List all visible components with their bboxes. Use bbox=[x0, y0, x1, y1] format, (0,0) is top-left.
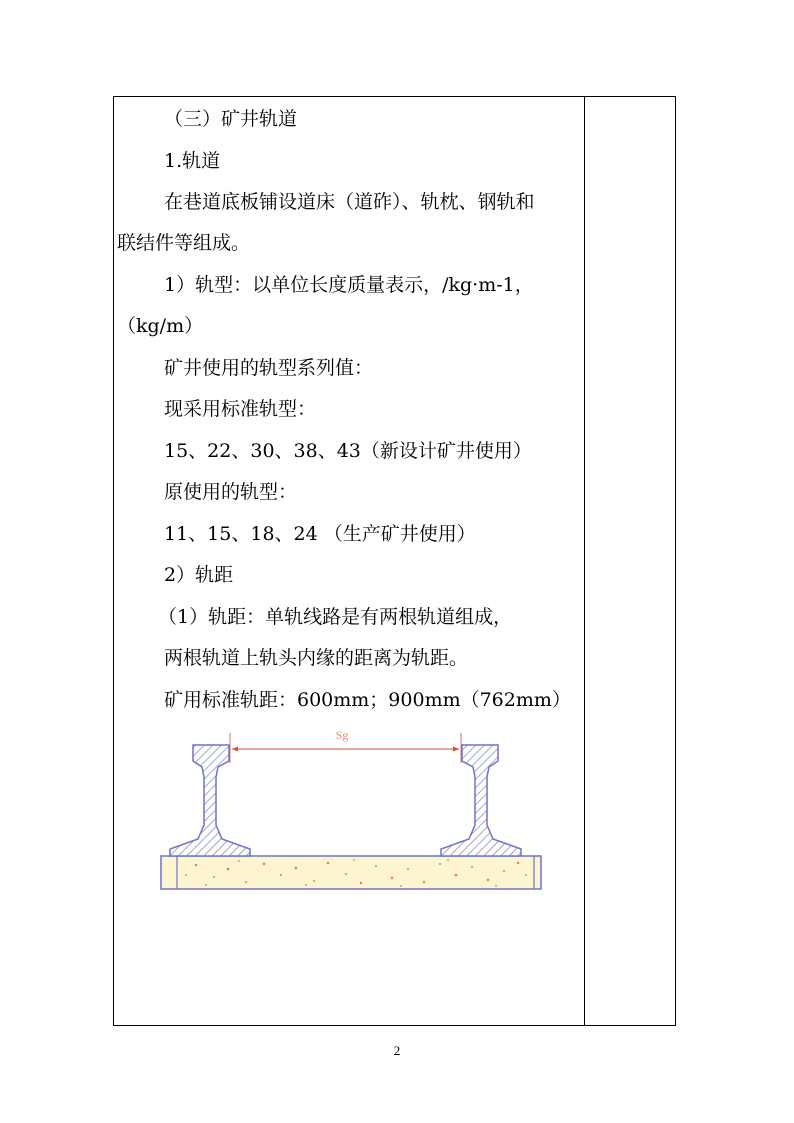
paragraph-line: （1）轨距：单轨线路是有两根轨道组成， bbox=[158, 606, 513, 628]
page-number: 2 bbox=[393, 1043, 401, 1058]
content-cell bbox=[114, 97, 584, 1025]
paragraph-line: （kg/m） bbox=[117, 315, 204, 337]
column-divider bbox=[584, 97, 585, 1025]
paragraph-line: 两根轨道上轨头内缘的距离为轨距。 bbox=[164, 647, 469, 669]
subsection-heading: 1.轨道 bbox=[164, 150, 221, 172]
rail-gauge-figure bbox=[156, 725, 551, 895]
paragraph-line: 在巷道底板铺设道床（道砟）、轨枕、钢轨和 bbox=[164, 191, 535, 213]
paragraph-line: 1）轨型：以单位长度质量表示，/kg·m-1， bbox=[164, 274, 534, 296]
paragraph-line: 原使用的轨型： bbox=[164, 481, 298, 503]
paragraph-line: 联结件等组成。 bbox=[117, 232, 251, 254]
document-table bbox=[113, 96, 676, 1026]
paragraph-line: 15、22、30、38、43（新设计矿井使用） bbox=[164, 440, 532, 462]
right-rail bbox=[441, 745, 521, 856]
paragraph-line: 现采用标准轨型： bbox=[164, 398, 317, 420]
gauge-label: Sg bbox=[335, 728, 349, 742]
section-heading: （三）矿井轨道 bbox=[164, 108, 298, 130]
paragraph-line: 矿用标准轨距：600mm；900mm（762mm） bbox=[164, 689, 571, 711]
paragraph-line: 矿井使用的轨型系列值： bbox=[164, 357, 374, 379]
track-bed bbox=[161, 856, 541, 889]
subsection-heading: 2）轨距 bbox=[164, 564, 234, 586]
left-rail bbox=[170, 745, 250, 856]
paragraph-line: 11、15、18、24 （生产矿井使用） bbox=[164, 523, 476, 545]
